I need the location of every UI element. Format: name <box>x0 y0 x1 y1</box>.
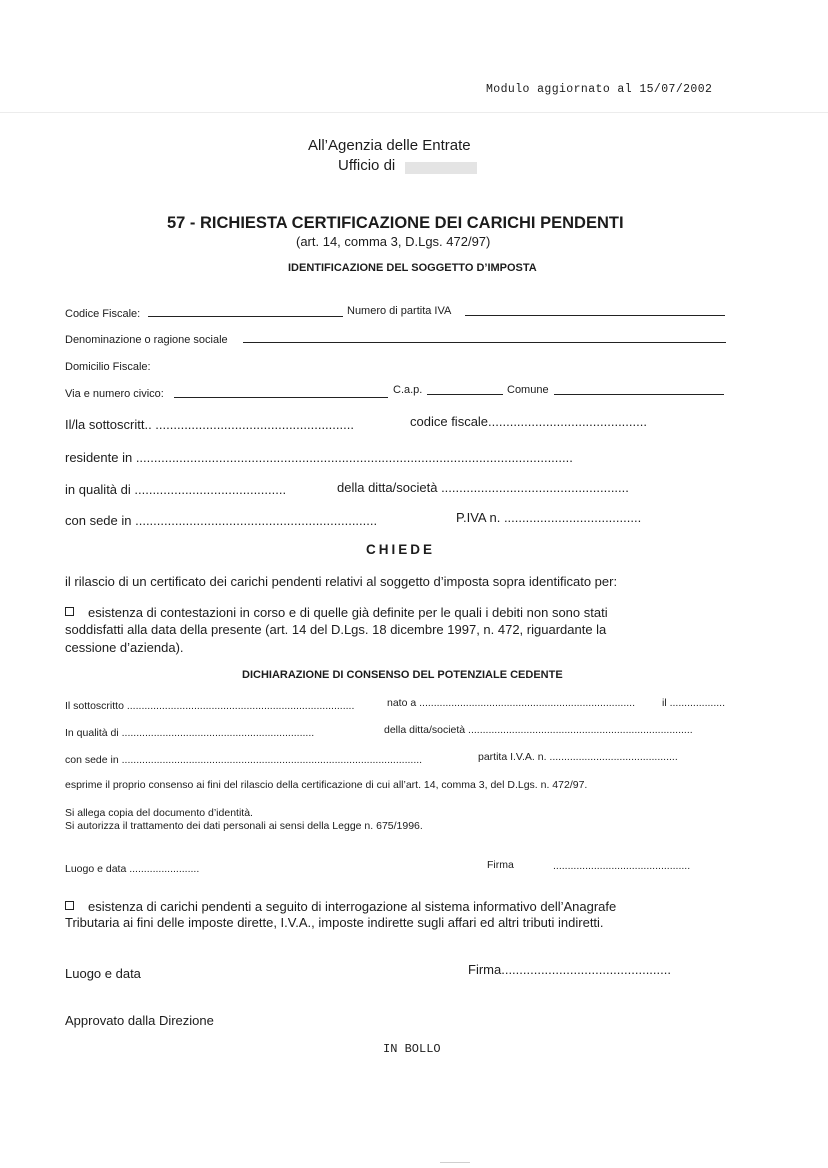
consent-heading: DICHIARAZIONE DI CONSENSO DEL POTENZIALE CEDENTE <box>242 669 563 681</box>
option2-text: esistenza di carichi pendenti a seguito di interrogazione al sistema informativo dell’Anagrafe <box>88 899 617 914</box>
consent-luogo-data[interactable]: Luogo e data ........................ <box>65 863 200 875</box>
consent-partita-iva[interactable]: partita I.V.A. n. ............................................ <box>478 751 678 763</box>
consent-qualita[interactable]: In qualità di .................................................................. <box>65 727 315 739</box>
declarant-codice-fiscale[interactable]: codice fiscale............................................ <box>410 414 647 429</box>
domicilio-label: Domicilio Fiscale: <box>65 361 151 373</box>
consent-allega: Si allega copia del documento d’identità. <box>65 807 253 819</box>
cap-label: C.a.p. <box>393 384 423 396</box>
form-reference: (art. 14, comma 3, D.Lgs. 472/97) <box>296 234 491 249</box>
comune-field[interactable] <box>554 394 724 395</box>
cap-field[interactable] <box>427 394 503 395</box>
option1-text: esistenza di contestazioni in corso e di quelle già definite per le quali i debiti non sono stati <box>88 605 608 620</box>
footer-firma[interactable]: Firma............................................... <box>468 962 671 977</box>
partita-iva-field[interactable] <box>465 315 725 316</box>
request-intro: il rilascio di un certificato dei carichi pendenti relativi al soggetto d’imposta sopra identificato per: <box>65 574 618 589</box>
option1-line2: soddisfatti alla data della presente (art. 14 del D.Lgs. 18 dicembre 1997, n. 472, riguardante la <box>65 622 607 637</box>
via-label: Via e numero civico: <box>65 388 164 400</box>
partita-iva-label: Numero di partita IVA <box>347 305 452 317</box>
addressee-agency: All’Agenzia delle Entrate <box>308 137 471 154</box>
qualita-line[interactable]: in qualità di .......................................... <box>65 482 287 497</box>
declarant-piva[interactable]: P.IVA n. ...................................... <box>456 510 642 525</box>
scan-artifact-line <box>0 112 828 113</box>
redacted-office-name <box>405 162 477 174</box>
consent-ditta[interactable]: della ditta/società ............................................................................. <box>384 724 693 736</box>
consent-autorizza: Si autorizza il trattamento dei dati personali ai sensi della Legge n. 675/1996. <box>65 820 423 832</box>
consent-firma-label: Firma <box>487 859 514 871</box>
form-title: 57 - RICHIESTA CERTIFICAZIONE DEI CARICHI PENDENTI <box>167 214 624 232</box>
approvato-note: Approvato dalla Direzione <box>65 1013 214 1028</box>
consent-sede[interactable]: con sede in ....................................................................................................... <box>65 754 423 766</box>
via-field[interactable] <box>174 397 388 398</box>
chiede-heading: CHIEDE <box>366 542 436 557</box>
denominazione-label: Denominazione o ragione sociale <box>65 334 228 346</box>
sede-line[interactable]: con sede in ................................................................... <box>65 513 378 528</box>
sottoscritto-line[interactable]: Il/la sottoscritt.. ....................................................... <box>65 417 354 432</box>
option2-line2: Tributaria ai fini delle imposte dirette, I.V.A., imposte indirette sugli affari ed altri tributi indiretti. <box>65 915 604 930</box>
section-identification-heading: IDENTIFICAZIONE DEL SOGGETTO D’IMPOSTA <box>288 262 537 274</box>
codice-fiscale-field[interactable] <box>148 316 343 317</box>
option2-line1 <box>65 899 616 914</box>
consent-il[interactable]: il ................... <box>662 697 726 709</box>
residente-line[interactable]: residente in ......................................................................................................................... <box>65 450 573 465</box>
addressee-office: Ufficio di <box>338 157 396 174</box>
comune-label: Comune <box>507 384 549 396</box>
scan-artifact-mark <box>440 1162 470 1163</box>
update-note: Modulo aggiornato al 15/07/2002 <box>486 83 713 96</box>
consent-esprime: esprime il proprio consenso ai fini del rilascio della certificazione di cui all’art. 14, comma 3, del D.Lgs. n. 472/97. <box>65 779 588 791</box>
consent-nato[interactable]: nato a .......................................................................... <box>387 697 635 709</box>
option1-checkbox[interactable] <box>65 607 74 616</box>
consent-sottoscritto[interactable]: Il sottoscritto .............................................................................. <box>65 700 355 712</box>
option1-line3: cessione d’azienda). <box>65 640 184 655</box>
consent-firma-field[interactable]: ............................................... <box>553 860 691 872</box>
codice-fiscale-label: Codice Fiscale: <box>65 308 141 320</box>
footer-luogo-data[interactable]: Luogo e data <box>65 966 141 981</box>
ditta-line[interactable]: della ditta/società .................................................... <box>337 480 629 495</box>
option2-checkbox[interactable] <box>65 901 74 910</box>
in-bollo-stamp: IN BOLLO <box>383 1042 441 1056</box>
denominazione-field[interactable] <box>243 342 726 343</box>
option1-line1 <box>65 605 608 620</box>
